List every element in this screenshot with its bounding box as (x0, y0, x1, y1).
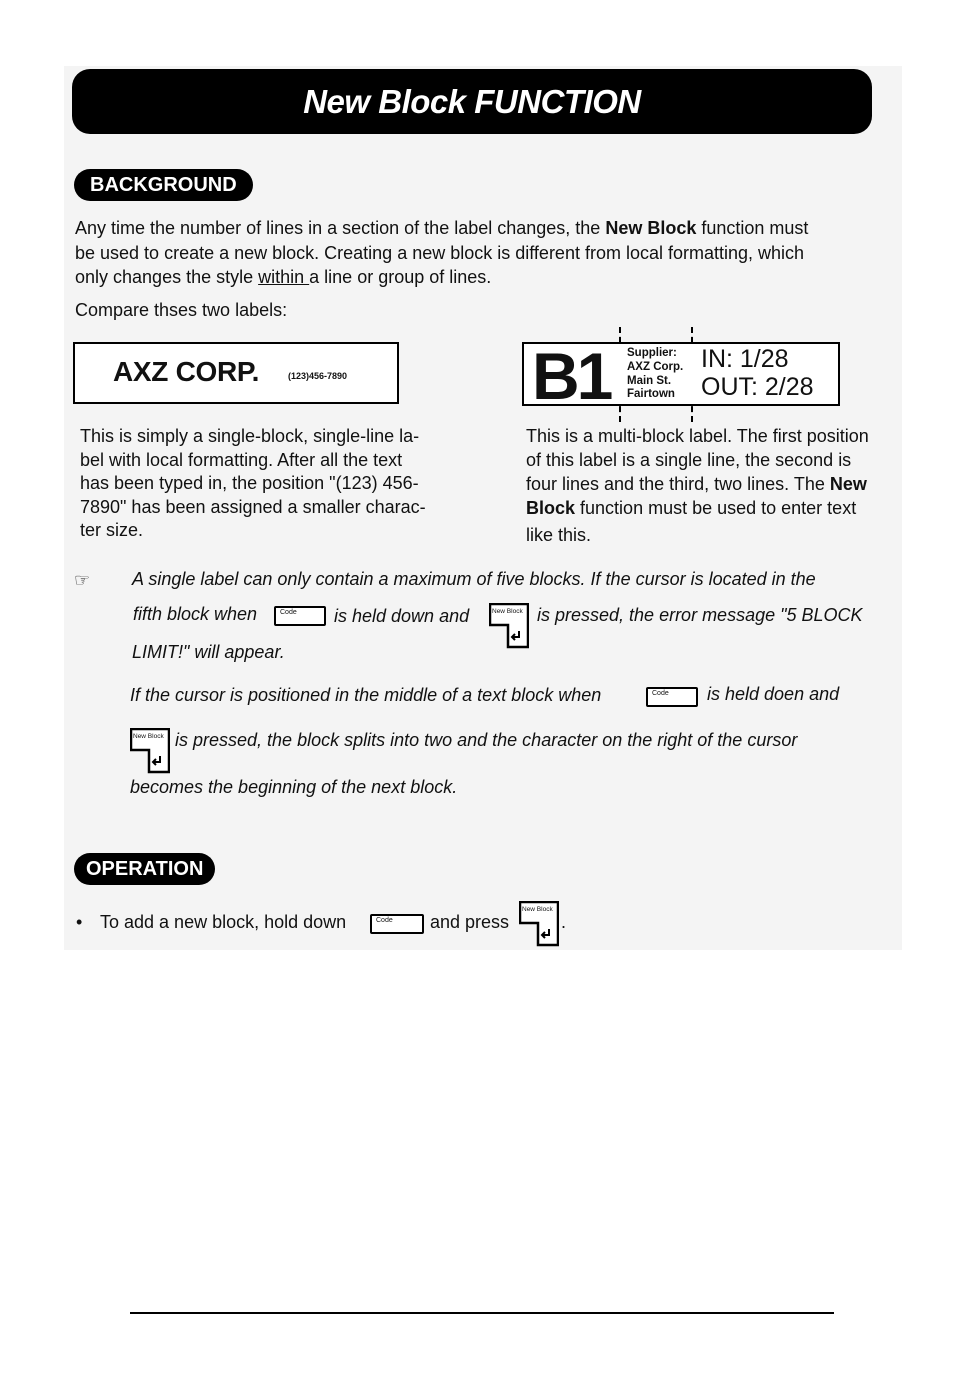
text: Any time the number of lines in a section of the label changes, the (75, 218, 606, 238)
block-3-line: OUT: 2/28 (701, 373, 814, 401)
key-label: Code (280, 609, 297, 616)
description-line: This is simply a single-block, single-line la- (80, 426, 420, 446)
block-2-line: Supplier: (627, 347, 677, 359)
operation-text-b: and press (430, 912, 510, 932)
text: function must (696, 218, 809, 238)
text: To add a new block, hold down (100, 912, 347, 932)
note-line-1: A single label can only contain a maximum of five blocks. If the cursor is located in the (132, 569, 816, 589)
text: function must be used to enter text (575, 498, 857, 518)
code-key-icon (646, 687, 698, 707)
key-label: Code (652, 690, 669, 697)
section-heading-background: BACKGROUND (74, 169, 253, 201)
operation-instruction (76, 912, 347, 933)
within-underlined: within (258, 267, 310, 287)
description-line: bel with local formatting. After all the text (80, 449, 403, 470)
multi-block-label (522, 339, 840, 413)
code-key-icon (370, 914, 424, 934)
text: four lines and the third, two lines. The (526, 474, 830, 494)
label-block-1: B1 (532, 339, 611, 413)
background-line-1 (75, 216, 808, 241)
operation-period: . (561, 912, 567, 932)
block-2-line: AXZ Corp. (627, 360, 684, 373)
multi-label-description (526, 424, 869, 547)
description-line: 7890" has been assigned a smaller charac- (80, 496, 426, 517)
section-heading-operation: OPERATION (74, 853, 215, 885)
note-line-2b: is held down and (334, 606, 470, 626)
note-line-4a: If the cursor is positioned in the middle of a text block when (130, 685, 602, 705)
description-line (526, 472, 869, 496)
label-small-text: (123)456-7890 (288, 371, 348, 381)
text: only changes the style (75, 267, 259, 287)
key-label: New Block (133, 733, 164, 740)
compare-text: Compare thses two labels: (75, 300, 288, 320)
background-line-3 (75, 265, 808, 290)
block-3-line: IN: 1/28 (701, 345, 789, 373)
description-line: like this. (526, 525, 592, 545)
new-block-key-icon (130, 728, 168, 774)
label-block-2 (627, 347, 683, 402)
description-line: ter size. (80, 520, 144, 540)
description-line (526, 496, 869, 520)
code-key-icon (274, 606, 326, 626)
note-line-2a: fifth block when (133, 604, 258, 624)
new-block-key-icon (489, 603, 527, 649)
single-block-label (73, 342, 399, 404)
new-block-bold: New Block (605, 218, 697, 238)
description-line: has been typed in, the position "(123) 456- (80, 473, 419, 493)
new-bold: New (829, 474, 867, 494)
pointing-hand-icon: ☞ (74, 570, 91, 590)
note-line-2c: is pressed, the error message "5 BLOCK (537, 605, 863, 625)
label-main-text: AXZ CORP. (113, 356, 260, 387)
background-line-2: be used to create a new block. Creating a new block is different from local formatting, which (75, 242, 805, 263)
block-2-line: Fairtown (627, 388, 675, 401)
new-block-key-icon (519, 901, 557, 947)
label-block-3 (701, 345, 814, 401)
note-line-3: LIMIT!" will appear. (132, 642, 285, 662)
description-line: This is a multi-block label. The first position (526, 426, 869, 446)
note-line-6: becomes the beginning of the next block. (130, 777, 458, 797)
block-bold: Block (526, 498, 576, 518)
description-line: of this label is a single line, the second is (526, 450, 852, 470)
block-2-line: Main St. (627, 374, 672, 387)
key-label: New Block (522, 906, 553, 913)
footer-rule (130, 1312, 834, 1314)
note-line-4b: is held doen and (707, 684, 840, 704)
bullet: • (76, 912, 83, 932)
background-paragraph (75, 216, 808, 290)
single-label-description (80, 425, 426, 543)
key-label: Code (376, 917, 393, 924)
key-label: New Block (492, 608, 523, 615)
text: a line or group of lines. (309, 267, 492, 287)
page-title: New Block FUNCTION (72, 69, 872, 134)
note-line-5: is pressed, the block splits into two and the character on the right of the cursor (175, 730, 798, 750)
